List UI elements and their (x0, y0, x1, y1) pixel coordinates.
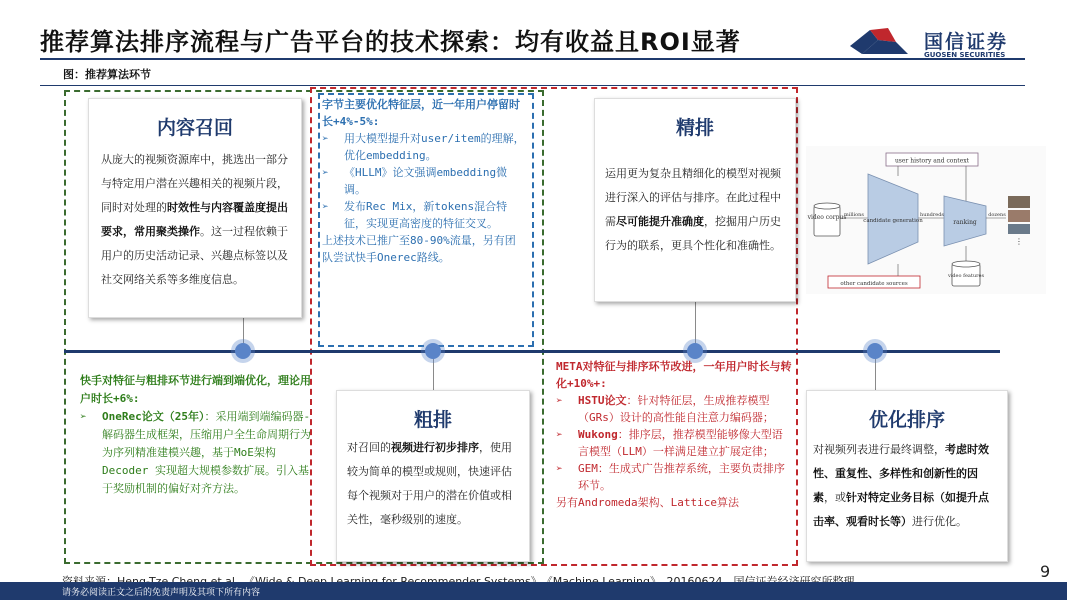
thumbnail-image (1008, 210, 1030, 222)
meta-item-bold: Wukong (578, 428, 618, 441)
page-title: 推荐算法排序流程与广告平台的技术探索：均有收益且ROI显著 (40, 28, 741, 56)
coarse-ranking-stage-card (336, 390, 530, 562)
millions-label: millions (844, 212, 864, 218)
optimize-stage-description (807, 432, 1007, 534)
bytedance-note-heading: 字节主要优化特征层，近一年用户停留时长+4%-5%: (322, 98, 520, 128)
meta-note-footer: 另有Andromeda架构、Lattice算法 (556, 496, 739, 509)
optimize-stage-card (806, 390, 1008, 562)
fine-text-2: ，挖掘用户历史行为的联系，更具个性化和准确性。 (605, 215, 781, 252)
timeline-node (425, 343, 441, 359)
bytedance-note-footer: 上述技术已推广至80-90%流量，另有团队尝试快手Onerec路线。 (322, 234, 516, 264)
meta-item-text: GEM：生成式广告推荐系统，主要负责排序环节。 (578, 462, 785, 492)
ellipsis-marker: ⋮ (1015, 237, 1023, 246)
bytedance-note-item: ➢ 用大模型提升对user/item的理解，优化embedding。 (322, 130, 526, 164)
video-corpus-text: video corpus (807, 214, 847, 221)
video-corpus-cylinder (814, 206, 840, 236)
user-history-label: user history and context (894, 157, 970, 165)
disclaimer-text: 请务必阅读正文之后的免责声明及其项下所有内容 (62, 588, 261, 598)
kuaishou-note-item (80, 408, 312, 498)
kuaishou-item-text: ：采用端到端编码器-解码器生成框架，压缩用户全生命周期行为为序列精准建模兴趣，基于MoE架构Decoder 实现超大规模参数扩展。引入基于奖励机制的偏好对齐方法。 (102, 410, 311, 495)
ranking-label: ranking (953, 219, 977, 226)
meta-note (556, 358, 792, 511)
figure-divider (40, 85, 1025, 86)
kuaishou-note-heading: 快手对特征与粗排环节进行端到端优化，理论用户时长+6%: (80, 374, 311, 405)
meta-note-item (556, 392, 792, 426)
meta-note-heading: META对特征与排序环节改进，一年用户时长与转化+10%+: (556, 360, 792, 390)
coarse-bold: 视频进行初步排序 (391, 441, 479, 454)
figure-label: 图：推荐算法环节 (63, 68, 151, 81)
fine-ranking-description (595, 140, 795, 258)
meta-note-list (556, 392, 792, 494)
optimize-bold: 考虑时效性、重复性、多样性和创新性的因素 (813, 443, 989, 504)
hundreds-label: hundreds (920, 212, 944, 218)
timeline-node (867, 343, 883, 359)
coarse-text-2: ，使用较为简单的模型或规则，快速评估每个视频对于用户的潜在价值或相关性，毫秒级别的速度。 (347, 441, 512, 526)
thumbnail-image (1008, 224, 1030, 234)
fine-text: 运用更为复杂且精细化的模型对视频进行深入的评估与排序。在此过程中需 (605, 167, 781, 228)
kuaishou-note (80, 372, 312, 498)
meta-item-bold: HSTU论文 (578, 394, 627, 407)
dozens-label: dozens (988, 212, 1006, 218)
recall-text-2: 。这一过程依赖于用户的历史活动记录、兴趣点标签以及社交网络关系等多维度信息。 (101, 225, 288, 286)
other-sources-label: other candidate sources (840, 281, 908, 287)
video-corpus-label (807, 214, 847, 221)
video-features-label: video features (947, 273, 985, 279)
recall-text: 从庞大的视频资源库中，挑选出一部分与特定用户潜在兴趣相关的视频片段，同时对处理的 (101, 153, 288, 214)
logo-subtext: GUOSEN SECURITIES (924, 51, 1006, 59)
candidate-generation-label: candidate generation (863, 218, 923, 224)
meta-item-text: ：针对特征层，生成推荐模型（GRs）设计的高性能自注意力编码器； (578, 394, 774, 424)
coarse-ranking-title: 粗排 (413, 409, 452, 431)
optimize-stage-title: 优化排序 (868, 409, 945, 431)
optimize-text-3: 进行优化。 (912, 515, 967, 528)
bytedance-note-list (322, 130, 526, 232)
fine-ranking-stage-card (594, 98, 796, 302)
bytedance-note-item: ➢ 《HLLM》论文强调embedding微调。 (322, 164, 526, 198)
recall-bold: 时效性与内容覆盖度提出要求，常用聚类操作 (101, 201, 288, 238)
kuaishou-item-bold: OneRec论文（25年） (102, 410, 205, 423)
meta-note-item (556, 460, 792, 494)
title-divider (40, 58, 1025, 60)
thumbnail-image (1008, 196, 1030, 208)
guosen-logo-icon (848, 26, 918, 56)
coarse-text: 对召回的 (347, 441, 391, 454)
recall-stage-card (88, 98, 302, 318)
optimize-text-2: ，或 (824, 491, 846, 504)
meta-item-text: ：排序层，推荐模型能够像大型语言模型（LLM）一样满足建立扩展定律； (578, 428, 783, 458)
logo-text: 国信证券 (924, 31, 1009, 53)
kuaishou-note-list (80, 408, 312, 498)
timeline-node (235, 343, 251, 359)
optimize-text: 对视频列表进行最终调整， (813, 443, 945, 456)
timeline-node (687, 343, 703, 359)
optimize-bold-2: 针对特定业务目标（如提升点击率、观看时长等） (813, 491, 989, 528)
fine-bold: 尽可能提升准确度 (616, 215, 704, 228)
meta-note-item (556, 426, 792, 460)
coarse-ranking-description (337, 432, 529, 532)
recommendation-funnel-diagram (806, 146, 1046, 294)
recall-stage-title: 内容召回 (156, 117, 233, 139)
bytedance-note-item: ➢ 发布Rec Mix，新tokens混合特征，实现更高密度的特征交叉。 (322, 198, 526, 232)
fine-ranking-title: 精排 (675, 117, 714, 139)
page-number: 9 (1040, 562, 1051, 581)
process-timeline (64, 350, 1000, 353)
bytedance-note (322, 96, 526, 266)
recall-stage-description (89, 140, 301, 292)
